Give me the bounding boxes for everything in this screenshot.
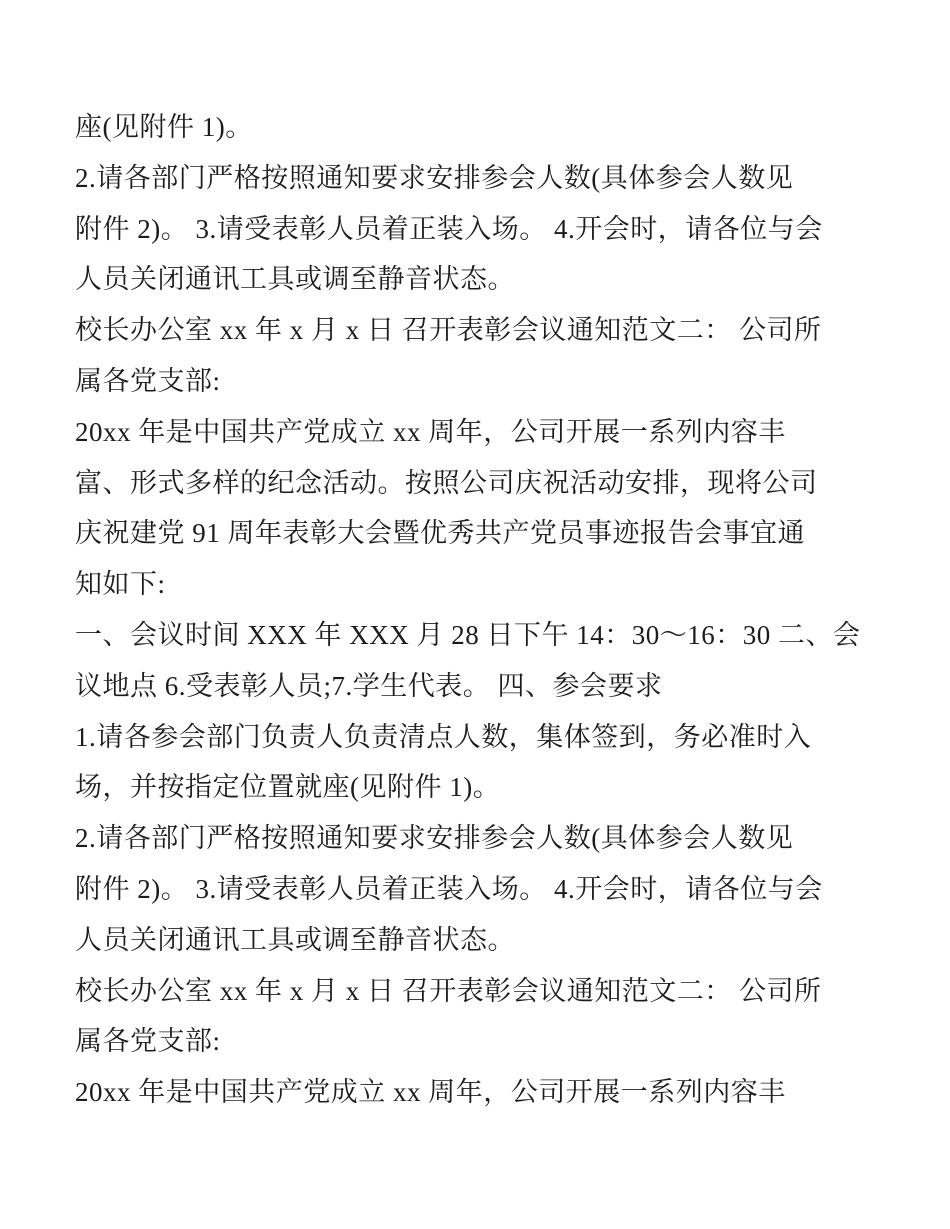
text-line: 知如下: — [75, 569, 166, 600]
text-line: 庆祝建党 91 周年表彰大会暨优秀共产党员事迹报告会事宜通 — [75, 518, 805, 549]
text-line: 附件 2)。 3.请受表彰人员着正装入场。 4.开会时，请各位与会 — [75, 213, 823, 244]
text-line: 议地点 6.受表彰人员;7.学生代表。 四、参会要求 — [75, 670, 663, 701]
text-line: 校长办公室 xx 年 x 月 x 日 召开表彰会议通知范文二： 公司所 — [75, 975, 822, 1006]
text-line: 座(见附件 1)。 — [75, 112, 253, 142]
text-line: 属各党支部: — [75, 365, 221, 396]
text-line: 校长办公室 xx 年 x 月 x 日 召开表彰会议通知范文二： 公司所 — [75, 315, 822, 346]
text-line: 2.请各部门严格按照通知要求安排参会人数(具体参会人数见 — [75, 162, 794, 193]
text-line: 20xx 年是中国共产党成立 xx 周年，公司开展一系列内容丰 — [75, 1077, 786, 1108]
text-line: 附件 2)。 3.请受表彰人员着正装入场。 4.开会时，请各位与会 — [75, 873, 823, 904]
text-line: 20xx 年是中国共产党成立 xx 周年，公司开展一系列内容丰 — [75, 416, 786, 447]
document-text-block — [75, 102, 882, 1118]
text-line: 场，并按指定位置就座(见附件 1)。 — [75, 772, 501, 803]
text-line: 一、会议时间 XXX 年 XXX 月 28 日下午 14：30～16：30 二、会 — [75, 619, 861, 650]
text-line: 属各党支部: — [75, 1026, 221, 1057]
text-line: 人员关闭通讯工具或调至静音状态。 — [75, 924, 515, 955]
text-line: 2.请各部门严格按照通知要求安排参会人数(具体参会人数见 — [75, 823, 794, 854]
text-line: 人员关闭通讯工具或调至静音状态。 — [75, 264, 515, 295]
text-line: 富、形式多样的纪念活动。按照公司庆祝活动安排，现将公司 — [75, 467, 818, 498]
text-line: 1.请各参会部门负责人负责清点人数，集体签到，务必准时入 — [75, 721, 812, 752]
